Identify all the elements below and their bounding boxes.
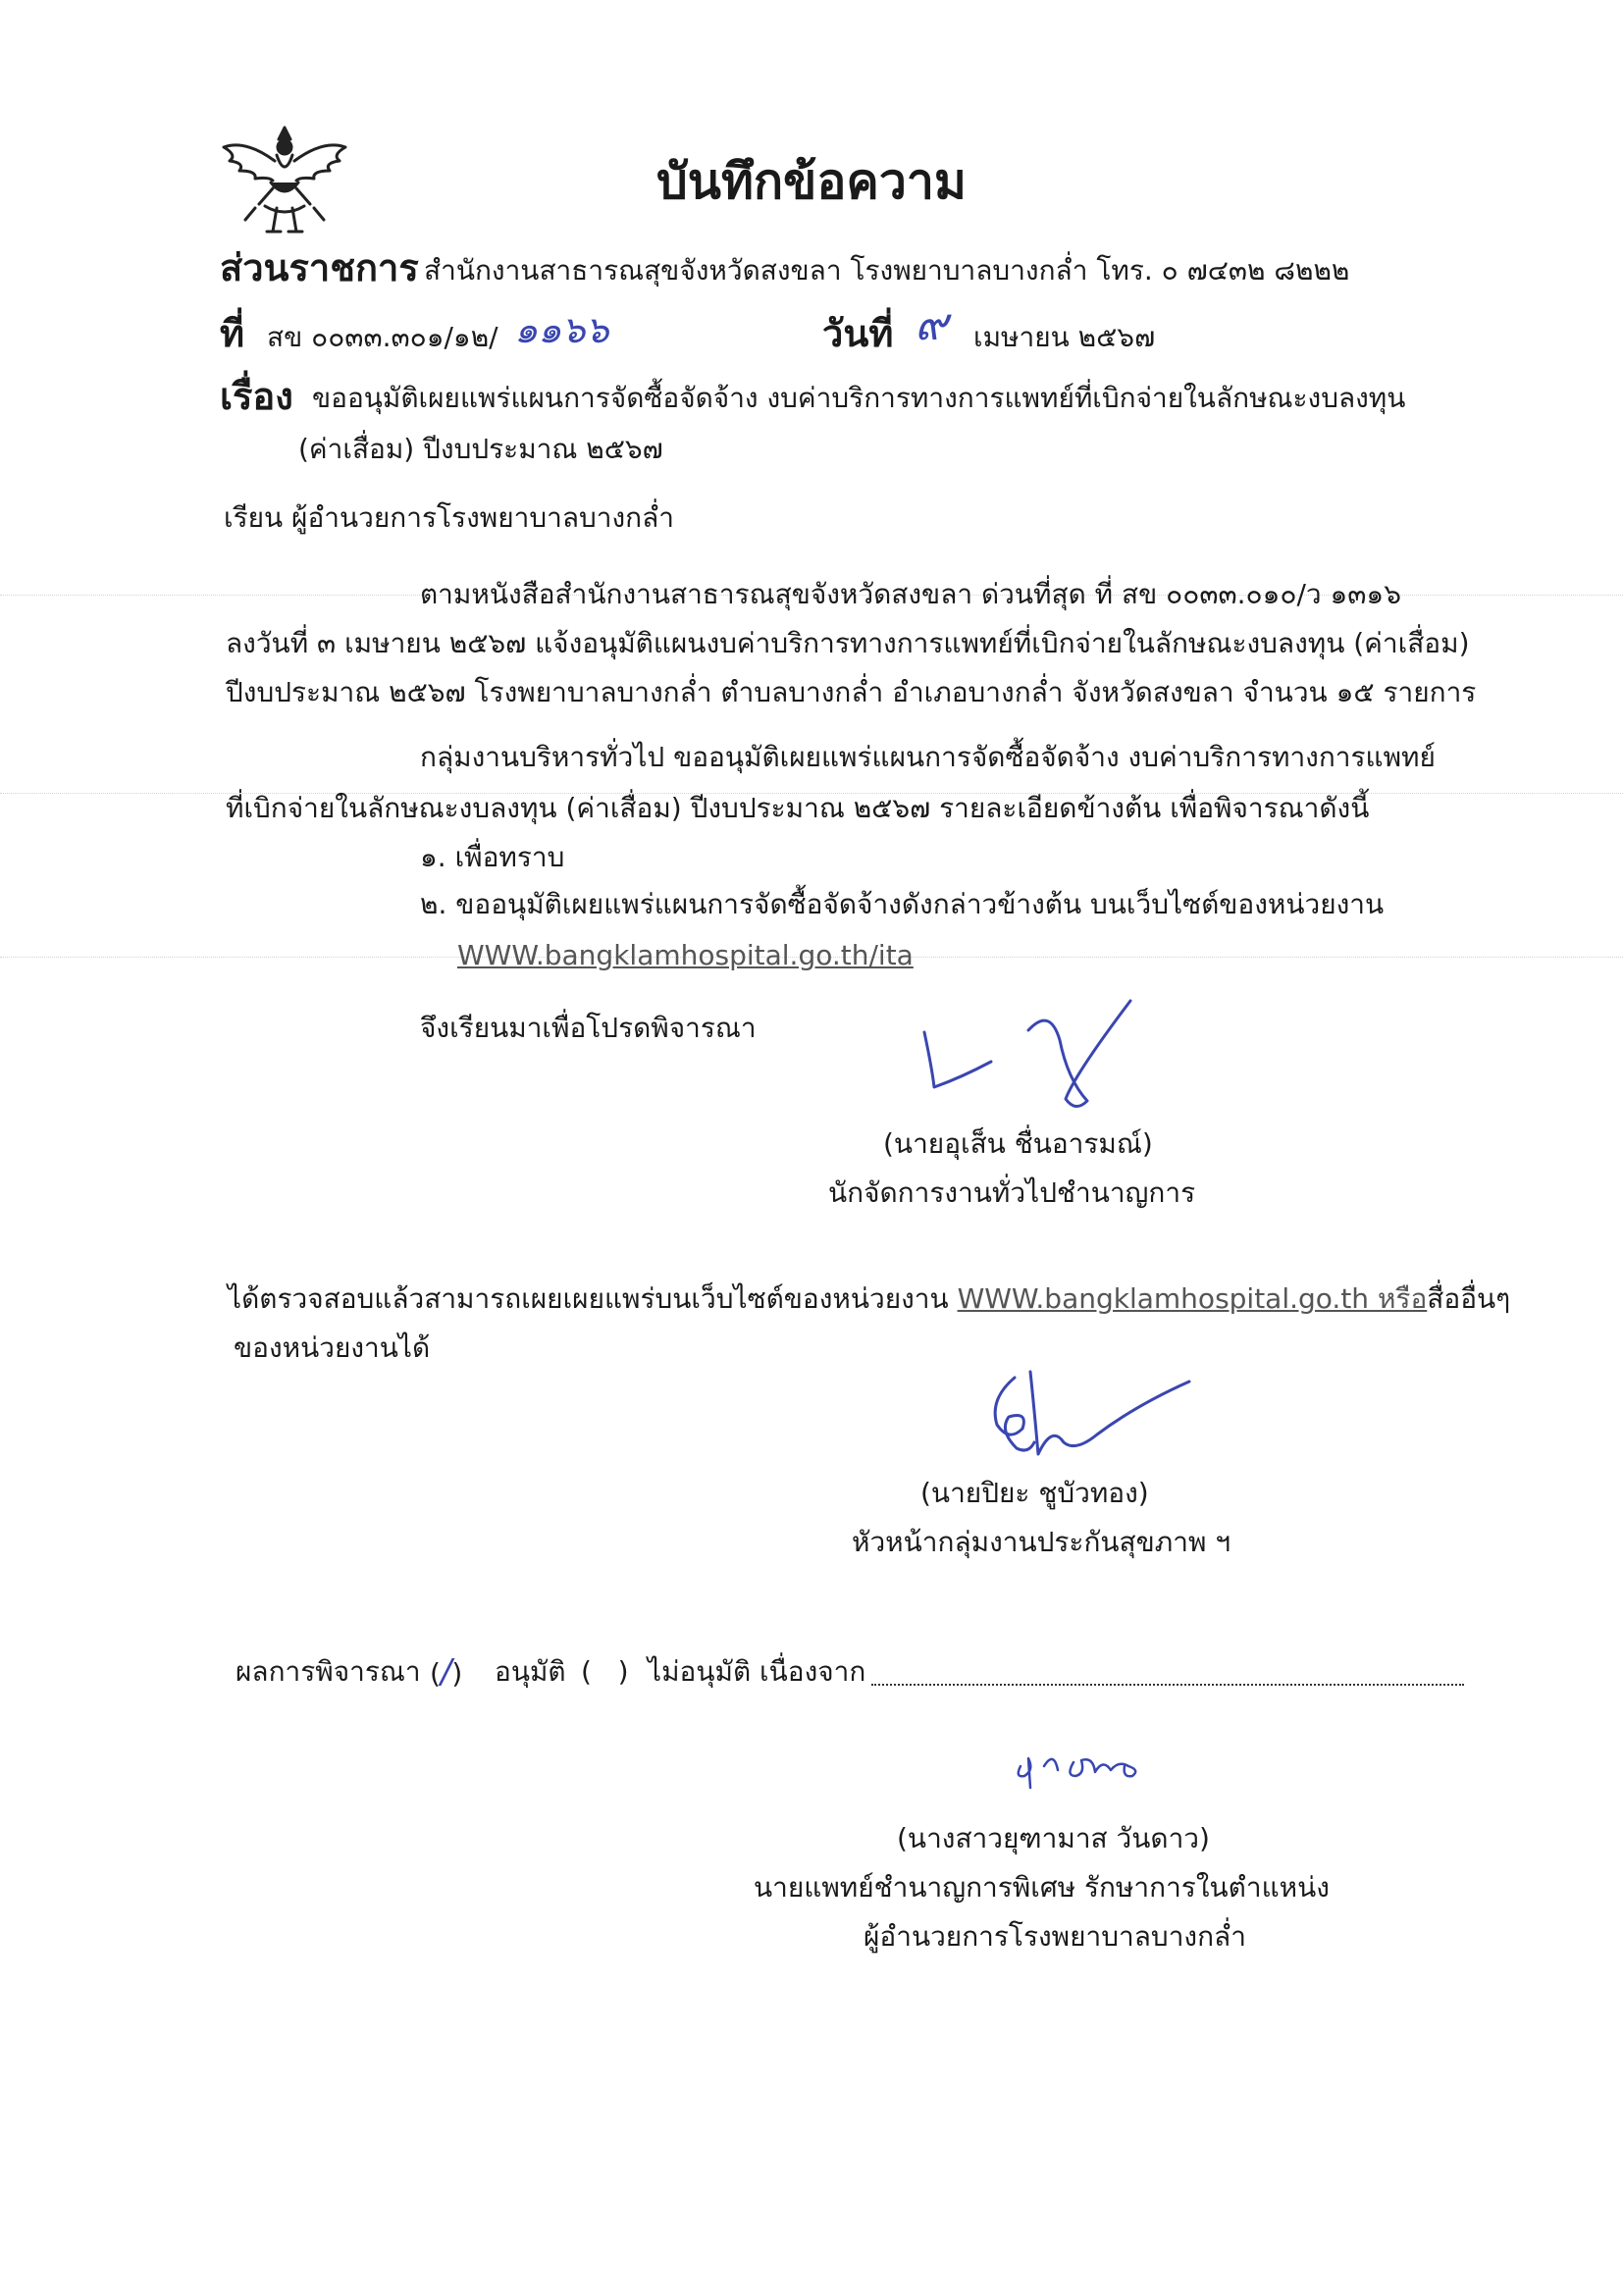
- review-line-1: [228, 1281, 1510, 1317]
- paragraph-2-line-1: กลุ่มงานบริหารทั่วไป ขออนุมัติเผยแพร่แผนการจัดซื้อจัดจ้าง งบค่าบริการทางการแพทย์: [420, 741, 1436, 773]
- reject-option[interactable]: ( ): [581, 1655, 629, 1688]
- subject-line-2: (ค่าเสื่อม) ปีงบประมาณ ๒๕๖๗: [298, 433, 663, 465]
- paragraph-1-line-1: ตามหนังสือสำนักงานสาธารณสุขจังหวัดสงขลา ด่วนที่สุด ที่ สข ๐๐๓๓.๐๑๐/ว ๑๓๑๖: [420, 578, 1401, 610]
- hospital-website-link[interactable]: WWW.bangklamhospital.go.th หรือ: [957, 1282, 1428, 1315]
- reject-label: ไม่อนุมัติ เนื่องจาก: [648, 1655, 866, 1688]
- signer-3-position-2: ผู้อำนวยการโรงพยาบาลบางกล่ำ: [864, 1920, 1246, 1953]
- signer-1-position: นักจัดการงานทั่วไปชำนาญการ: [828, 1176, 1196, 1209]
- signer-2-name: (นายปิยะ ชูบัวทอง): [920, 1477, 1149, 1509]
- approve-option[interactable]: (/): [430, 1652, 463, 1692]
- signature-1-icon: [903, 991, 1217, 1128]
- ref-label: ที่: [220, 312, 245, 355]
- ref-handwritten: ๑๑๖๖: [514, 308, 609, 351]
- paragraph-1-line-2: ลงวันที่ ๓ เมษายน ๒๕๖๗ แจ้งอนุมัติแผนงบค่าบริการทางการแพทย์ที่เบิกจ่ายในลักษณะงบลงทุน (ค่าเสื่อม): [226, 627, 1470, 659]
- review-tail: สื่ออื่นๆ: [1427, 1282, 1511, 1315]
- signer-3-position-1: นายแพทย์ชำนาญการพิเศษ รักษาการในตำแหน่ง: [754, 1871, 1330, 1904]
- signer-3-name: (นางสาวยุฑามาส วันดาว): [897, 1822, 1210, 1854]
- signature-2-icon: [969, 1360, 1205, 1478]
- agency-value: สำนักงานสาธารณสุขจังหวัดสงขลา โรงพยาบาลบางกล่ำ โทร. ๐ ๗๔๓๒ ๘๒๒๒: [424, 254, 1350, 287]
- date-label: วันที่: [822, 312, 894, 355]
- date-handwritten: ๙: [915, 297, 948, 350]
- decision-label: ผลการพิจารณา: [236, 1655, 421, 1688]
- list-item-2: ๒. ขออนุมัติเผยแพร่แผนการจัดซื้อจัดจ้างดังกล่าวข้างต้น บนเว็บไซต์ของหน่วยงาน: [420, 888, 1385, 920]
- signer-2-position: หัวหน้ากลุ่มงานประกันสุขภาพ ฯ: [852, 1526, 1231, 1558]
- subject-label: เรื่อง: [220, 375, 293, 418]
- agency-label: ส่วนราชการ: [220, 246, 419, 289]
- reason-blank-line: [871, 1684, 1464, 1686]
- approve-label: อนุมัติ: [495, 1655, 566, 1688]
- review-text: ได้ตรวจสอบแล้วสามารถเผยเผยแพร่บนเว็บไซต์ของหน่วยงาน: [228, 1282, 958, 1315]
- page-title: บันทึกข้อความ: [656, 153, 967, 210]
- ref-value: สข ๐๐๓๓.๓๐๑/๑๒/: [267, 321, 498, 353]
- list-item-1: ๑. เพื่อทราบ: [420, 841, 565, 873]
- closing-line: จึงเรียนมาเพื่อโปรดพิจารณา: [420, 1012, 757, 1044]
- paragraph-1-line-3: ปีงบประมาณ ๒๕๖๗ โรงพยาบาลบางกล่ำ ตำบลบางกล่ำ อำเภอบางกล่ำ จังหวัดสงขลา จำนวน ๑๕ รายการ: [226, 676, 1477, 708]
- subject-line-1: ขออนุมัติเผยแพร่แผนการจัดซื้อจัดจ้าง งบค่าบริการทางการแพทย์ที่เบิกจ่ายในลักษณะงบลงทุน: [312, 382, 1406, 414]
- date-value: เมษายน ๒๕๖๗: [973, 321, 1156, 353]
- review-line-2: ของหน่วยงานได้: [234, 1331, 431, 1364]
- paragraph-2-line-2: ที่เบิกจ่ายในลักษณะงบลงทุน (ค่าเสื่อม) ปีงบประมาณ ๒๕๖๗ รายละเอียดข้างต้น เพื่อพิจารณาดังนี้: [226, 792, 1370, 824]
- ita-link[interactable]: WWW.bangklamhospital.go.th/ita: [457, 939, 914, 971]
- signer-1-name: (นายอุเส็น ชื่นอารมณ์): [883, 1127, 1153, 1160]
- salutation: เรียน ผู้อำนวยการโรงพยาบาลบางกล่ำ: [224, 501, 674, 534]
- approve-check-icon: /: [440, 1652, 452, 1692]
- signature-3-icon: [1009, 1737, 1156, 1796]
